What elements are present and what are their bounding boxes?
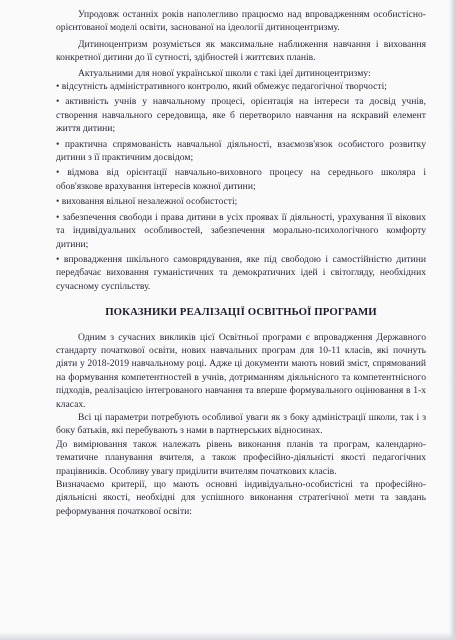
idea-item: • активність учнів у навчальному процесі, орієнтація на інтереси та досвід учнів, створення навчального середовища, яке б перетворило навчання на яскравий елемент життя дитини; xyxy=(56,96,426,135)
section-heading: ПОКАЗНИКИ РЕАЛІЗАЦІЇ ОСВІТНЬОЇ ПРОГРАМИ xyxy=(105,306,377,319)
intro-paragraph: Упродовж останніх років наполегливо працюємо над впровадженням особистісно-орієнтованої моделі освіти, заснованої на ідеології дитиноцентризму. xyxy=(56,9,426,34)
intro-paragraph: Дитиноцентризм розуміється як максимальне наближення навчання і виховання конкретної дитини до її сутності, здібностей і життєвих планів. xyxy=(56,38,426,64)
idea-item: • впровадження шкільного самоврядування, яке під свободою і самостійністю дитини передбачає виховання гуманістичних та демократичних ідей і світогляду, необхідних сучасному суспільству. xyxy=(56,253,426,292)
idea-item: • виховання вільної незалежної особистості; xyxy=(56,196,238,208)
idea-item: • забезпечення свободи і права дитини в усіх проявах її діяльності, урахування її вікових та індивідуальних особливостей, забезпечення морально-психологічного комфорту дитини; xyxy=(56,211,426,250)
section-paragraph: Всі ці параметри потребують особливої уваги як з боку адміністрації школи, так і з боку батьків, які перебувають з нами в партнерських відносинах. xyxy=(56,411,426,437)
idea-item: • відмова від орієнтації навчально-виховного процесу на середнього школяра і обов'язкове врахування інтересів кожної дитини; xyxy=(56,167,426,192)
section-paragraph: Визначаємо критерії, що мають основні індивідуально-особистісні та професійно-діяльнісні якості, необхідні для успішного виконання стратегічної мети та завдань реформування початкової освіти: xyxy=(56,479,426,517)
idea-item: • відсутність адміністративного контролю, який обмежує педагогічної творчості; xyxy=(56,81,387,93)
section-paragraph: До вимірювання також належать рівень виконання планів та програм, календарно-тематичне планування вчителя, а також професійно-діяльністі якості педагогічних працівників. Особливу увагу приділити вчителям початкових класів. xyxy=(56,438,426,477)
intro-paragraph: Актуальними для нової української школи є такі ідеї дитиноцентризму: xyxy=(78,67,371,79)
idea-item: • практична спрямованість навчальної діяльності, взаємозв'язок особистого розвитку дитини з її практичним досвідом; xyxy=(56,138,426,164)
section-paragraph: Одним з сучасних викликів цієї Освітньої програми є впровадження Державного стандарту початкової освіти, нових навчальних програм для 10-11 класів, які почнуть діяти у 2018-2019 навчальному році. Адже ці документи мають новий зміст, спрямований на формування компетентностей в учнів, дотриманням діяльнісного та компетентнісного підходів, реалізацією інтегрованого навчання та вперше формувального оцінювання в 1-х класах. xyxy=(56,331,426,410)
